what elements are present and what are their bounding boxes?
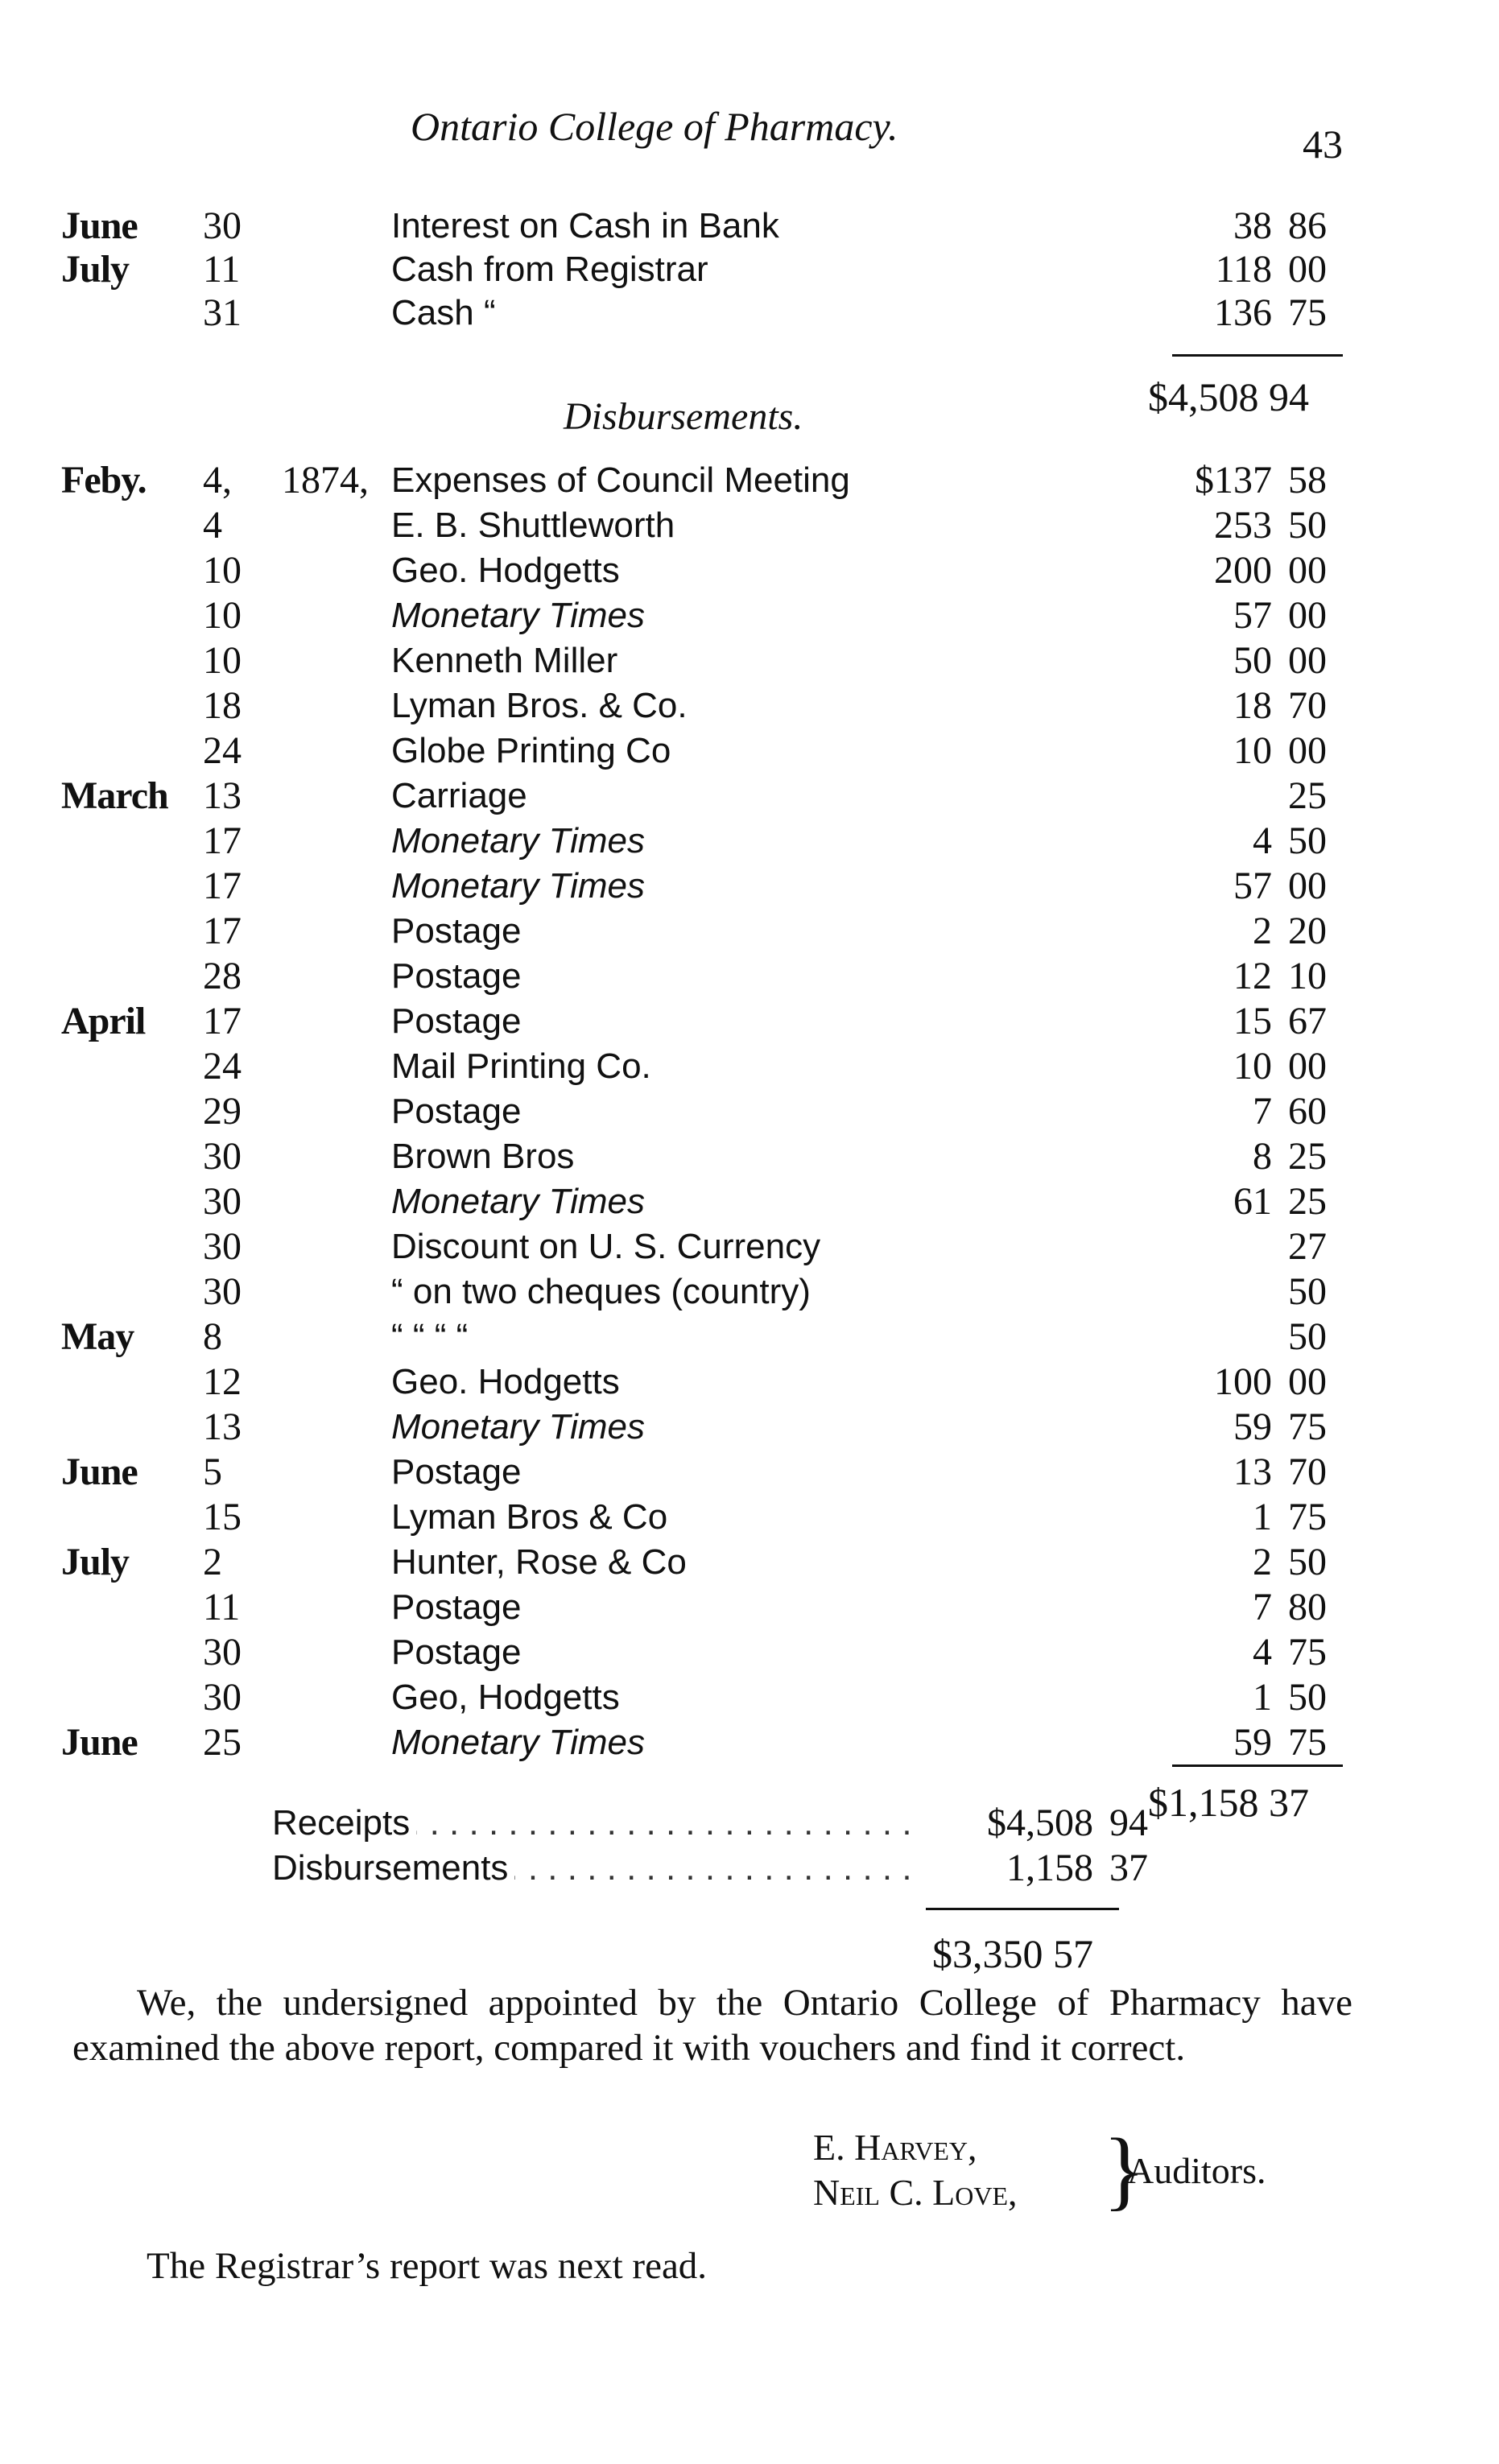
disbursement-description xyxy=(391,1135,1132,1178)
disbursement-amount-dollars: 10 xyxy=(1233,729,1272,772)
disbursement-row xyxy=(0,1225,1499,1269)
disbursement-amount-cents: 50 xyxy=(1288,504,1327,547)
disbursement-description xyxy=(391,1405,1132,1449)
receipts-total: $4,508 94 xyxy=(1148,374,1309,419)
disbursement-amount-cents: 00 xyxy=(1288,865,1327,907)
disbursement-row xyxy=(0,594,1499,638)
disbursement-amount-cents: 75 xyxy=(1288,1405,1327,1448)
receipt-amount-dollars: 38 xyxy=(1233,204,1272,247)
receipt-month-label: July xyxy=(61,248,130,291)
disbursement-day-label: 4, xyxy=(203,459,232,501)
receipt-amount-dollars: 136 xyxy=(1214,291,1272,334)
closing-line: The Registrar’s report was next read. xyxy=(147,2245,708,2287)
disbursement-description xyxy=(391,504,1132,547)
disbursement-description-text: Geo. Hodgetts xyxy=(391,1362,626,1401)
disbursement-amount-dollars: 4 xyxy=(1253,819,1272,862)
disbursement-amount-cents: 00 xyxy=(1288,639,1327,682)
disbursement-description-text: Monetary Times xyxy=(391,821,651,861)
disbursement-row xyxy=(0,1315,1499,1359)
disbursement-description xyxy=(391,459,1132,502)
disbursement-description-text: Lyman Bros & Co xyxy=(391,1497,674,1537)
disbursement-description-text: Carriage xyxy=(391,776,534,815)
disbursement-description-text: Globe Printing Co xyxy=(391,731,677,770)
disbursement-description xyxy=(391,1676,1132,1719)
disbursement-description-text: E. B. Shuttleworth xyxy=(391,506,681,545)
disbursement-row xyxy=(0,1721,1499,1764)
disbursement-row xyxy=(0,639,1499,683)
disbursement-description xyxy=(391,639,1132,683)
disbursement-description-text: Monetary Times xyxy=(391,866,651,906)
receipt-row xyxy=(0,204,1499,248)
summary-disbursements-amount: 1,158 xyxy=(1006,1847,1093,1889)
disbursement-amount-dollars: 4 xyxy=(1253,1631,1272,1674)
disbursement-amount-dollars: 1 xyxy=(1253,1496,1272,1538)
disbursement-row xyxy=(0,504,1499,547)
balance-total: $3,350 57 xyxy=(932,1931,1093,1976)
receipt-description xyxy=(391,291,1132,335)
disbursement-amount-dollars: 2 xyxy=(1253,910,1272,952)
disbursement-day-label: 2 xyxy=(203,1541,222,1583)
disbursement-description-text: Geo, Hodgetts xyxy=(391,1678,626,1717)
receipt-day-label: 31 xyxy=(203,291,242,334)
disbursement-description-text: Hunter, Rose & Co xyxy=(391,1542,693,1582)
disbursement-month-label: May xyxy=(61,1315,134,1358)
disbursement-description xyxy=(391,865,1132,908)
disbursement-day-label: 25 xyxy=(203,1721,242,1764)
disbursement-description-text: Geo. Hodgetts xyxy=(391,551,626,590)
receipt-amount-cents: 75 xyxy=(1288,291,1327,334)
disbursement-description-text: Kenneth Miller xyxy=(391,641,624,680)
disbursement-amount-dollars: 12 xyxy=(1233,955,1272,997)
disbursement-description-text: Monetary Times xyxy=(391,1182,651,1221)
receipt-day-label: 11 xyxy=(203,248,241,291)
summary-disbursements-cents: 37 xyxy=(1109,1847,1148,1889)
page-title: Ontario College of Pharmacy. xyxy=(411,104,898,149)
disbursement-amount-dollars: 2 xyxy=(1253,1541,1272,1583)
disbursement-description xyxy=(391,910,1132,953)
disbursement-amount-cents: 10 xyxy=(1288,955,1327,997)
disbursement-month-label: June xyxy=(61,1451,138,1493)
receipt-row xyxy=(0,291,1499,335)
disbursement-amount-cents: 70 xyxy=(1288,1451,1327,1493)
disbursement-amount-cents: 75 xyxy=(1288,1496,1327,1538)
disbursement-day-label: 17 xyxy=(203,1000,242,1042)
receipt-description xyxy=(391,204,1132,248)
disbursement-row xyxy=(0,1180,1499,1224)
receipts-total-rule xyxy=(1172,354,1343,357)
disbursement-amount-dollars: 59 xyxy=(1233,1721,1272,1764)
receipt-description-text: Interest on Cash in Bank xyxy=(391,206,786,246)
disbursement-description xyxy=(391,1360,1132,1404)
disbursement-amount-cents: 75 xyxy=(1288,1721,1327,1764)
disbursement-row xyxy=(0,774,1499,818)
disbursement-day-label: 17 xyxy=(203,910,242,952)
disbursement-day-label: 30 xyxy=(203,1225,242,1268)
disbursement-description xyxy=(391,594,1132,638)
disbursement-description-text: Monetary Times xyxy=(391,1723,651,1762)
disbursement-row xyxy=(0,819,1499,863)
disbursement-amount-cents: 50 xyxy=(1288,1270,1327,1313)
disbursement-description xyxy=(391,1541,1132,1584)
receipt-description xyxy=(391,248,1132,291)
disbursement-description-text: Monetary Times xyxy=(391,1407,651,1447)
disbursement-description xyxy=(391,1631,1132,1674)
disbursement-amount-cents: 25 xyxy=(1288,1135,1327,1178)
disbursement-day-label: 10 xyxy=(203,639,242,682)
disbursement-amount-dollars: 57 xyxy=(1233,594,1272,637)
disbursement-amount-cents: 70 xyxy=(1288,684,1327,727)
disbursement-description xyxy=(391,1045,1132,1088)
disbursement-day-label: 11 xyxy=(203,1586,241,1628)
disbursement-description-text: Expenses of Council Meeting xyxy=(391,460,857,500)
disbursement-row xyxy=(0,1405,1499,1449)
disbursement-row xyxy=(0,865,1499,908)
disbursement-day-label: 30 xyxy=(203,1270,242,1313)
disbursement-description-text: Lyman Bros. & Co. xyxy=(391,686,694,725)
disbursement-row xyxy=(0,955,1499,998)
disbursement-day-label: 13 xyxy=(203,774,242,817)
disbursement-amount-dollars: $137 xyxy=(1195,459,1272,501)
summary-disbursements-row xyxy=(272,1847,1158,1890)
disbursement-row xyxy=(0,1000,1499,1043)
disbursement-amount-cents: 80 xyxy=(1288,1586,1327,1628)
disbursement-day-label: 10 xyxy=(203,594,242,637)
disbursement-amount-dollars: 1 xyxy=(1253,1676,1272,1719)
disbursement-day-label: 17 xyxy=(203,865,242,907)
disbursement-description xyxy=(391,729,1132,773)
disbursement-row xyxy=(0,684,1499,728)
disbursement-description-text: Postage xyxy=(391,1001,527,1041)
disbursement-description-text: Postage xyxy=(391,1092,527,1131)
summary-receipts-row xyxy=(272,1802,1158,1845)
disbursement-description xyxy=(391,1000,1132,1043)
disbursement-row xyxy=(0,1451,1499,1494)
disbursement-day-label: 30 xyxy=(203,1135,242,1178)
disbursement-amount-dollars: 253 xyxy=(1214,504,1272,547)
disbursement-description-text: Brown Bros xyxy=(391,1137,580,1176)
disbursement-amount-cents: 50 xyxy=(1288,1541,1327,1583)
brace-glyph: } xyxy=(1103,2120,1146,2218)
disbursement-description-text: Discount on U. S. Currency xyxy=(391,1227,827,1266)
disbursement-amount-dollars: 8 xyxy=(1253,1135,1272,1178)
balance-rule xyxy=(926,1908,1119,1910)
disbursement-amount-cents: 75 xyxy=(1288,1631,1327,1674)
disbursement-row xyxy=(0,729,1499,773)
disbursement-day-label: 29 xyxy=(203,1090,242,1133)
disbursement-description xyxy=(391,1315,1132,1359)
disbursement-month-label: June xyxy=(61,1721,138,1764)
summary-receipts-amount: $4,508 xyxy=(987,1802,1093,1844)
disbursement-amount-cents: 00 xyxy=(1288,1360,1327,1403)
disbursement-description xyxy=(391,1721,1132,1764)
disbursement-row xyxy=(0,1586,1499,1629)
disbursements-total-rule xyxy=(1172,1764,1343,1767)
receipt-row xyxy=(0,248,1499,291)
receipt-description-text: Cash from Registrar xyxy=(391,250,715,289)
disbursement-description xyxy=(391,684,1132,728)
disbursement-month-label: March xyxy=(61,774,168,817)
receipt-description-text: Cash “ xyxy=(391,293,502,332)
disbursement-row xyxy=(0,1045,1499,1088)
disbursement-day-label: 24 xyxy=(203,1045,242,1088)
disbursement-amount-cents: 25 xyxy=(1288,1180,1327,1223)
receipt-amount-cents: 00 xyxy=(1288,248,1327,291)
disbursement-month-label: July xyxy=(61,1541,130,1583)
disbursement-description xyxy=(391,1225,1132,1269)
summary-receipts-label: Receipts xyxy=(272,1803,416,1843)
disbursement-amount-cents: 00 xyxy=(1288,594,1327,637)
disbursement-amount-cents: 58 xyxy=(1288,459,1327,501)
receipt-month-label: June xyxy=(61,204,138,247)
disbursement-description xyxy=(391,549,1132,592)
disbursement-row xyxy=(0,1270,1499,1314)
disbursement-description xyxy=(391,1180,1132,1224)
disbursement-amount-dollars: 13 xyxy=(1233,1451,1272,1493)
disbursement-amount-cents: 00 xyxy=(1288,1045,1327,1088)
disbursement-month-label: April xyxy=(61,1000,146,1042)
disbursement-amount-dollars: 100 xyxy=(1214,1360,1272,1403)
disbursement-row xyxy=(0,1631,1499,1674)
disbursement-amount-dollars: 50 xyxy=(1233,639,1272,682)
disbursement-amount-cents: 25 xyxy=(1288,774,1327,817)
disbursement-amount-dollars: 61 xyxy=(1233,1180,1272,1223)
disbursement-description xyxy=(391,819,1132,863)
disbursement-amount-cents: 60 xyxy=(1288,1090,1327,1133)
disbursement-description-text: Postage xyxy=(391,911,527,951)
disbursement-day-label: 15 xyxy=(203,1496,242,1538)
disbursement-description-text: “ “ “ “ xyxy=(391,1317,474,1356)
disbursement-description-text: Monetary Times xyxy=(391,596,651,635)
disbursement-description-text: Postage xyxy=(391,1587,527,1627)
disbursement-day-label: 30 xyxy=(203,1631,242,1674)
disbursement-day-label: 5 xyxy=(203,1451,222,1493)
disbursement-description xyxy=(391,1090,1132,1133)
disbursement-description-text: Mail Printing Co. xyxy=(391,1046,658,1086)
disbursement-row xyxy=(0,1541,1499,1584)
disbursement-row xyxy=(0,1676,1499,1719)
disbursement-amount-dollars: 7 xyxy=(1253,1090,1272,1133)
auditor-name-1: E. Harvey, xyxy=(813,2127,977,2168)
disbursement-description xyxy=(391,1270,1132,1314)
disbursement-amount-cents: 27 xyxy=(1288,1225,1327,1268)
disbursement-amount-dollars: 57 xyxy=(1233,865,1272,907)
receipt-amount-cents: 86 xyxy=(1288,204,1327,247)
disbursement-description-text: “ on two cheques (country) xyxy=(391,1272,817,1311)
disbursement-row xyxy=(0,1496,1499,1539)
disbursement-day-label: 28 xyxy=(203,955,242,997)
disbursement-amount-dollars: 200 xyxy=(1214,549,1272,592)
receipt-day-label: 30 xyxy=(203,204,242,247)
disbursement-row xyxy=(0,459,1499,502)
disbursement-row xyxy=(0,910,1499,953)
disbursement-amount-cents: 00 xyxy=(1288,729,1327,772)
disbursement-day-label: 24 xyxy=(203,729,242,772)
disbursement-row xyxy=(0,549,1499,592)
disbursement-amount-cents: 50 xyxy=(1288,1676,1327,1719)
disbursements-heading: Disbursements. xyxy=(564,395,803,438)
page-number: 43 xyxy=(1303,122,1343,167)
disbursement-amount-cents: 00 xyxy=(1288,549,1327,592)
disbursement-row xyxy=(0,1360,1499,1404)
disbursement-day-label: 17 xyxy=(203,819,242,862)
disbursement-description-text: Postage xyxy=(391,1452,527,1492)
disbursement-description-text: Postage xyxy=(391,956,527,996)
auditor-statement: We, the undersigned appointed by the Ontario College of Pharmacy have examined the above report, compared it with vouchers and find it correct. xyxy=(72,1982,1352,2069)
disbursement-row xyxy=(0,1090,1499,1133)
auditors-label: Auditors. xyxy=(1127,2150,1266,2191)
summary-receipts-cents: 94 xyxy=(1109,1802,1148,1844)
disbursement-amount-cents: 67 xyxy=(1288,1000,1327,1042)
disbursement-row xyxy=(0,1135,1499,1178)
disbursement-amount-cents: 20 xyxy=(1288,910,1327,952)
disbursement-amount-dollars: 7 xyxy=(1253,1586,1272,1628)
disbursement-month-label: Feby. xyxy=(61,459,147,501)
disbursement-day-label: 10 xyxy=(203,549,242,592)
disbursement-year-label: 1874, xyxy=(282,459,369,501)
receipt-amount-dollars: 118 xyxy=(1215,248,1272,291)
disbursement-amount-dollars: 59 xyxy=(1233,1405,1272,1448)
disbursement-description xyxy=(391,1586,1132,1629)
disbursement-day-label: 8 xyxy=(203,1315,222,1358)
disbursement-description-text: Postage xyxy=(391,1632,527,1672)
disbursement-day-label: 4 xyxy=(203,504,222,547)
disbursement-amount-dollars: 15 xyxy=(1233,1000,1272,1042)
disbursement-amount-dollars: 18 xyxy=(1233,684,1272,727)
disbursement-day-label: 18 xyxy=(203,684,242,727)
auditor-signatures xyxy=(813,2125,1018,2215)
disbursement-amount-cents: 50 xyxy=(1288,1315,1327,1358)
disbursement-description xyxy=(391,774,1132,818)
disbursement-amount-cents: 50 xyxy=(1288,819,1327,862)
disbursement-day-label: 30 xyxy=(203,1676,242,1719)
auditor-name-2: Neil C. Love, xyxy=(813,2172,1018,2213)
disbursement-day-label: 13 xyxy=(203,1405,242,1448)
disbursement-description xyxy=(391,955,1132,998)
disbursement-day-label: 12 xyxy=(203,1360,242,1403)
disbursements-total: $1,158 37 xyxy=(1148,1780,1309,1825)
summary-disbursements-label: Disbursements xyxy=(272,1848,514,1888)
disbursement-description xyxy=(391,1451,1132,1494)
disbursement-amount-dollars: 10 xyxy=(1233,1045,1272,1088)
disbursement-day-label: 30 xyxy=(203,1180,242,1223)
disbursement-description xyxy=(391,1496,1132,1539)
